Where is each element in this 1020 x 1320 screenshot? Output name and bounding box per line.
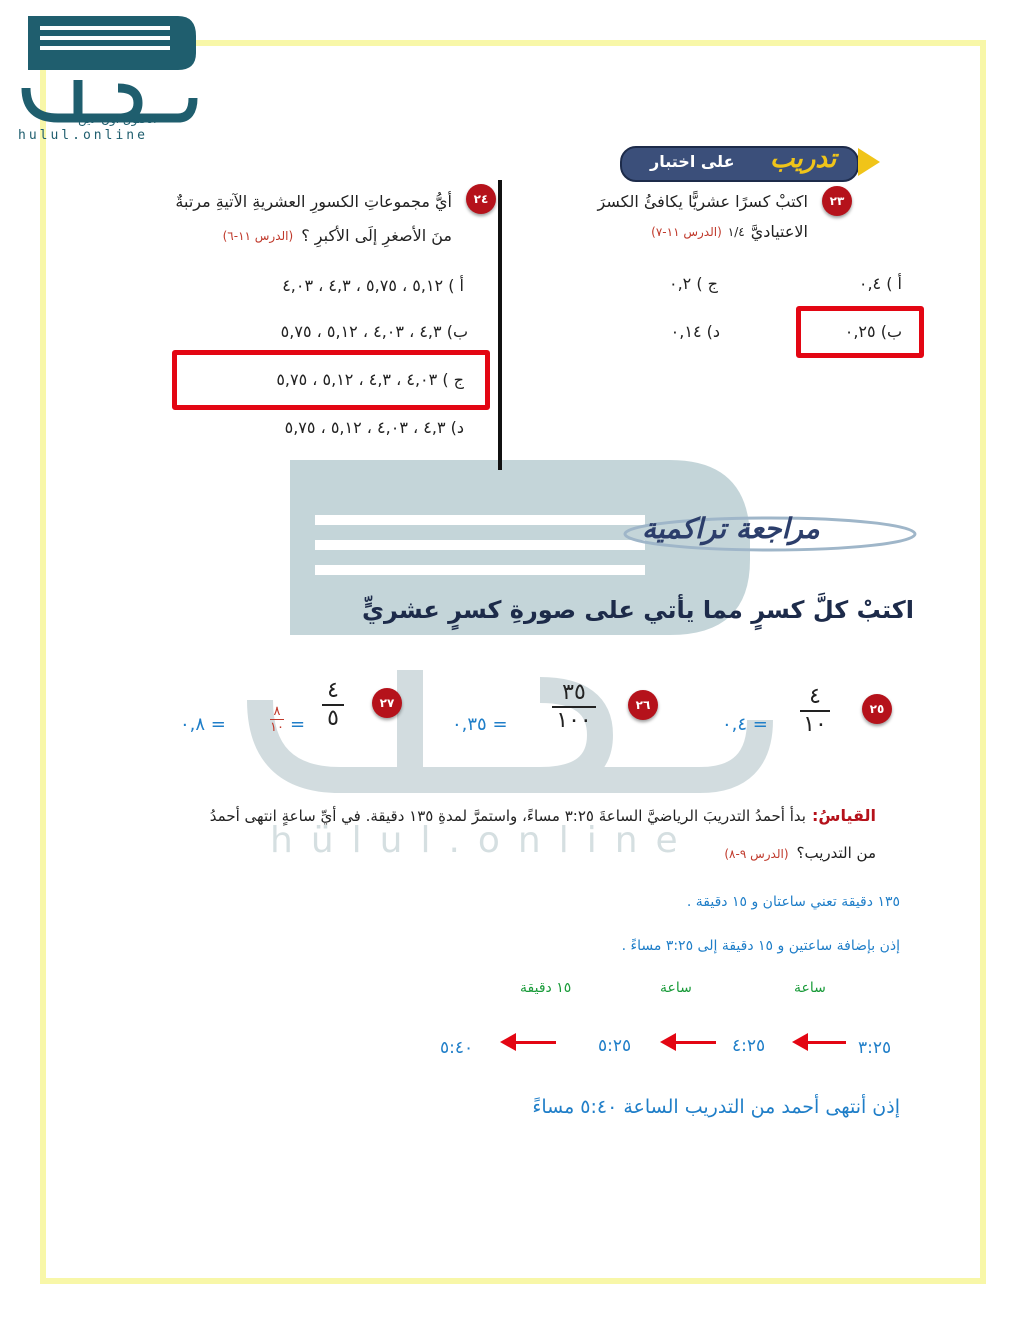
q23-option-b[interactable]: ب) ٠,٢٥ xyxy=(844,322,902,341)
q23-fraction: ١/٤ xyxy=(727,224,745,239)
q27-denominator: ٥ xyxy=(327,706,339,731)
q23-option-d[interactable]: د) ٠,١٤ xyxy=(670,322,720,341)
q28-label: القياسُ: xyxy=(811,806,876,825)
q24-lesson: (الدرس ١١-٦) xyxy=(222,228,294,243)
step-label-3: ١٥ دقيقة xyxy=(520,980,572,996)
q28-text: بدأ أحمدُ التدريبَ الرياضيَّ الساعةَ ٣:٢٥ مساءً، واستمرَّ لمدةِ ١٣٥ دقيقة. في أيِّ ساعةٍ انتهى أحمدُ xyxy=(209,807,806,825)
logo-mark-icon xyxy=(18,8,203,148)
q26-answer: ٠,٣٥ = xyxy=(452,714,508,735)
time-step-2: ٥:٢٥ xyxy=(598,1036,632,1056)
solution-line2: إذن بإضافة ساعتين و ١٥ دقيقة إلى ٣:٢٥ مساءً . xyxy=(621,938,900,954)
q23-option-c[interactable]: ج ) ٠,٢ xyxy=(668,274,718,293)
logo-subtitle-ar: الحلول اون لاين xyxy=(78,112,157,126)
q23-line2-text: الاعتياديَّ xyxy=(750,222,808,241)
question-number-24: ٢٤ xyxy=(466,184,496,214)
q26-fraction xyxy=(552,680,596,734)
q26-numerator: ٣٥ xyxy=(562,680,586,705)
logo xyxy=(18,8,203,148)
q27-work-fraction xyxy=(270,704,284,735)
watermark-text: hülul.online xyxy=(270,820,696,861)
q23-lesson: (الدرس ١١-٧) xyxy=(651,224,722,239)
practice-banner-title: تدريب xyxy=(770,144,837,174)
q28-line1 xyxy=(210,806,876,825)
q25-denominator: ١٠ xyxy=(803,712,827,737)
q28-line2 xyxy=(724,844,876,862)
q27-eq: = xyxy=(290,714,306,735)
time-step-1: ٤:٢٥ xyxy=(732,1036,766,1056)
step-label-1: ساعة xyxy=(794,980,826,996)
column-divider xyxy=(498,180,502,470)
q24-line2-text: منَ الأصغرِ إلَى الأكبرِ ؟ xyxy=(301,226,452,245)
q28-lesson: (الدرس ٩-٨) xyxy=(724,847,789,861)
q24-option-a[interactable]: أ ) ٥,١٢ ، ٥,٧٥ ، ٤,٣ ، ٤,٠٣ xyxy=(282,276,464,295)
q25-numerator: ٤ xyxy=(809,684,821,709)
q27-work-denominator: ١٠ xyxy=(270,720,284,735)
q23-answer-highlight xyxy=(796,306,924,358)
q26-denominator: ١٠٠ xyxy=(556,708,592,733)
review-instruction: اكتبْ كلَّ كسرٍ مما يأتي على صورةِ كسرٍ عشريٍّ xyxy=(362,596,914,624)
q24-option-d[interactable]: د) ٤,٣ ، ٤,٠٣ ، ٥,١٢ ، ٥,٧٥ xyxy=(284,418,464,437)
q23-line2 xyxy=(651,222,808,241)
q27-numerator: ٤ xyxy=(327,678,339,703)
q23-option-a[interactable]: أ ) ٠,٤ xyxy=(858,274,902,293)
question-number-25: ٢٥ xyxy=(862,694,892,724)
practice-banner xyxy=(620,140,885,184)
q27-answer: ٠,٨ = xyxy=(180,714,226,735)
q27-fraction xyxy=(322,678,344,732)
q23-line1: اكتبْ كسرًا عشريًّا يكافئُ الكسرَ xyxy=(597,192,808,211)
q25-answer: ٠,٤ = xyxy=(722,714,768,735)
q28-line2-text: من التدريب؟ xyxy=(796,844,876,862)
review-banner xyxy=(620,506,920,556)
question-number-23: ٢٣ xyxy=(822,186,852,216)
logo-subtitle-en: hulul.online xyxy=(18,128,148,143)
question-number-27: ٢٧ xyxy=(372,688,402,718)
q27-work-numerator: ٨ xyxy=(273,704,281,719)
review-title: مراجعة تراكمية xyxy=(642,512,820,545)
step-label-2: ساعة xyxy=(660,980,692,996)
q24-option-b[interactable]: ب) ٤,٣ ، ٤,٠٣ ، ٥,١٢ ، ٥,٧٥ xyxy=(280,322,468,341)
q24-line1: أيُّ مجموعاتِ الكسورِ العشريةِ الآتيةِ مرتبةٌ xyxy=(175,192,452,211)
q25-fraction xyxy=(800,684,830,738)
q24-option-c[interactable]: ج ) ٤,٠٣ ، ٤,٣ ، ٥,١٢ ، ٥,٧٥ xyxy=(276,370,464,389)
q24-line2 xyxy=(223,226,452,245)
question-number-26: ٢٦ xyxy=(628,690,658,720)
q24-answer-highlight xyxy=(172,350,490,410)
time-end: ٥:٤٠ xyxy=(440,1038,474,1058)
solution-conclusion: إذن أنتهى أحمد من التدريب الساعة ٥:٤٠ مساءً xyxy=(532,1096,900,1118)
time-start: ٣:٢٥ xyxy=(858,1038,892,1058)
solution-line1: ١٣٥ دقيقة تعني ساعتان و ١٥ دقيقة . xyxy=(686,894,900,910)
practice-banner-subtitle: على اختبار xyxy=(650,152,735,171)
banner-arrow-icon xyxy=(858,148,880,176)
